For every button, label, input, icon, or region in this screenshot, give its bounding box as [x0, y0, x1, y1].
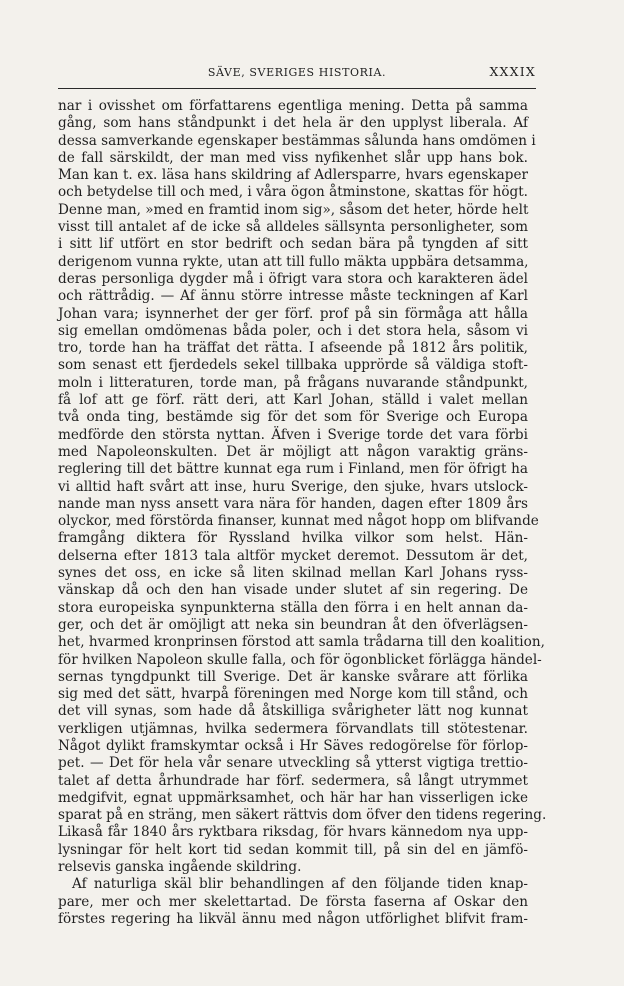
text-line: delserna efter 1813 tala altför mycket deremot. Dessutom är det,	[58, 547, 528, 564]
text-line: Man kan t. ex. läsa hans skildring af Adlersparre, hvars egenskaper	[58, 167, 528, 184]
text-line: Af naturliga skäl blir behandlingen af den följande tiden knap-	[72, 876, 528, 893]
text-line: med Napoleonskulten. Det är möjligt att någon varaktig gräns-	[58, 443, 528, 460]
text-line: som senast ett fjerdedels sekel tillbaka upprörde så väldiga stoft-	[58, 357, 528, 374]
text-line: medgifvit, egnat uppmärksamhet, och här har han visserligen icke	[58, 789, 528, 806]
text-line: talet af detta århundrade har förf. sedermera, så långt utrymmet	[58, 772, 528, 789]
text-line: två onda ting, bestämde sig för det som för Sverige och Europa	[58, 409, 528, 426]
text-line: gång, som hans ståndpunkt i det hela är den upplyst liberala. Af	[58, 115, 528, 132]
text-line: ger, och det är omöjligt att neka sin beundran åt den öfverlägsen-	[58, 616, 528, 633]
text-line: nande man nyss ansett vara nära för handen, dagen efter 1809 års	[58, 495, 528, 512]
text-line: verkligen utjämnas, hvilka sedermera förvandlats till stötestenar.	[58, 720, 528, 737]
text-line: sparat på en sträng, men säkert rättvis dom öfver den tidens regering.	[58, 807, 547, 824]
text-line: Likaså får 1840 års ryktbara riksdag, för hvars kännedom nya upp-	[58, 824, 528, 841]
text-line: pare, mer och mer skelettartad. De första faserna af Oskar den	[58, 893, 528, 910]
text-line: framgång diktera för Ryssland hvilka vilkor som helst. Hän-	[58, 530, 528, 547]
text-line: synes det oss, en icke så liten skilnad mellan Karl Johans ryss-	[58, 565, 528, 582]
text-line: pet. — Det för hela vår senare utveckling så ytterst vigtiga trettio-	[58, 755, 528, 772]
running-header	[58, 62, 536, 82]
text-line: olyckor, med förstörda finanser, kunnat med något hopp om blifvande	[58, 513, 539, 530]
text-line: få lof att ge förf. rätt deri, att Karl Johan, ställd i valet mellan	[58, 392, 528, 409]
text-line: dessa samverkande egenskaper bestämmas sålunda hans omdömen i	[58, 132, 536, 149]
text-line: derigenom vunna rykte, utan att till fullo mäkta uppbära detsamma,	[58, 253, 529, 270]
text-line: moln i litteraturen, torde man, på frågans nuvarande ståndpunkt,	[58, 374, 528, 391]
body-text	[58, 98, 547, 928]
text-line: för hvilken Napoleon skulle falla, och för ögonblicket förlägga händel-	[58, 651, 542, 668]
text-line: de fall särskildt, der man med viss nyfikenhet slår upp hans bok.	[58, 149, 528, 166]
text-line: Johan vara; isynnerhet der ger förf. prof på sin förmåga att hålla	[58, 305, 528, 322]
text-line: relsevis ganska ingående skildring.	[58, 859, 302, 876]
text-line: Något dylikt framskymtar också i Hr Säves redogörelse för förlop-	[58, 737, 528, 754]
running-title: SÄVE, SVERIGES HISTORIA.	[207, 66, 387, 79]
text-line: medförde den största nyttan. Äfven i Sverige torde det vara förbi	[58, 426, 528, 443]
text-line: visst till antalet af de icke så alldeles sällsynta personligheter, som	[58, 219, 528, 236]
text-line: stora europeiska synpunkterna ställa den förra i en helt annan da-	[58, 599, 528, 616]
text-line: det vill synas, som hade då åtskilliga svårigheter lätt nog kunnat	[58, 703, 528, 720]
text-line: tro, torde han ha träffat det rätta. I afseende på 1812 års politik,	[58, 340, 528, 357]
text-line: i sitt lif utfört en stor bedrift och sedan bära på tyngden af sitt	[58, 236, 528, 253]
text-line: sernas tyngdpunkt till Sverige. Det är kanske svårare att förlika	[58, 668, 528, 685]
text-line: deras personliga dygder må i öfrigt vara stora och karakteren ädel	[58, 270, 528, 287]
text-line: och rättrådig. — Af ännu större intresse måste teckningen af Karl	[58, 288, 528, 305]
text-line: het, hvarmed kronprinsen förstod att samla trådarna till den koalition,	[58, 634, 545, 651]
text-line: reglering till det bättre kunnat ega rum i Finland, men för öfrigt ha	[58, 461, 528, 478]
page-number: XXXIX	[489, 64, 536, 79]
text-line: förstes regering ha likväl ännu med någon utförlighet blifvit fram-	[58, 910, 528, 927]
text-line: lysningar för helt kort tid sedan kommit till, på sin del en jämfö-	[58, 841, 528, 858]
text-line: Denne man, »med en framtid inom sig», såsom det heter, hörde helt	[58, 201, 529, 218]
text-line: sig med det sätt, hvarpå föreningen med Norge kom till stånd, och	[58, 686, 528, 703]
header-rule	[58, 88, 536, 89]
text-line: sig emellan omdömenas båda poler, och i det stora hela, såsom vi	[58, 322, 528, 339]
text-line: nar i ovisshet om författarens egentliga mening. Detta på samma	[58, 98, 528, 114]
text-line: vi alltid haft svårt att inse, huru Sverige, den sjuke, hvars utslock-	[58, 478, 528, 495]
text-line: vänskap då och den han visade under slutet af sin regering. De	[58, 582, 528, 599]
text-line: och betydelse till och med, i våra ögon åtminstone, skattas för högt.	[58, 184, 528, 201]
